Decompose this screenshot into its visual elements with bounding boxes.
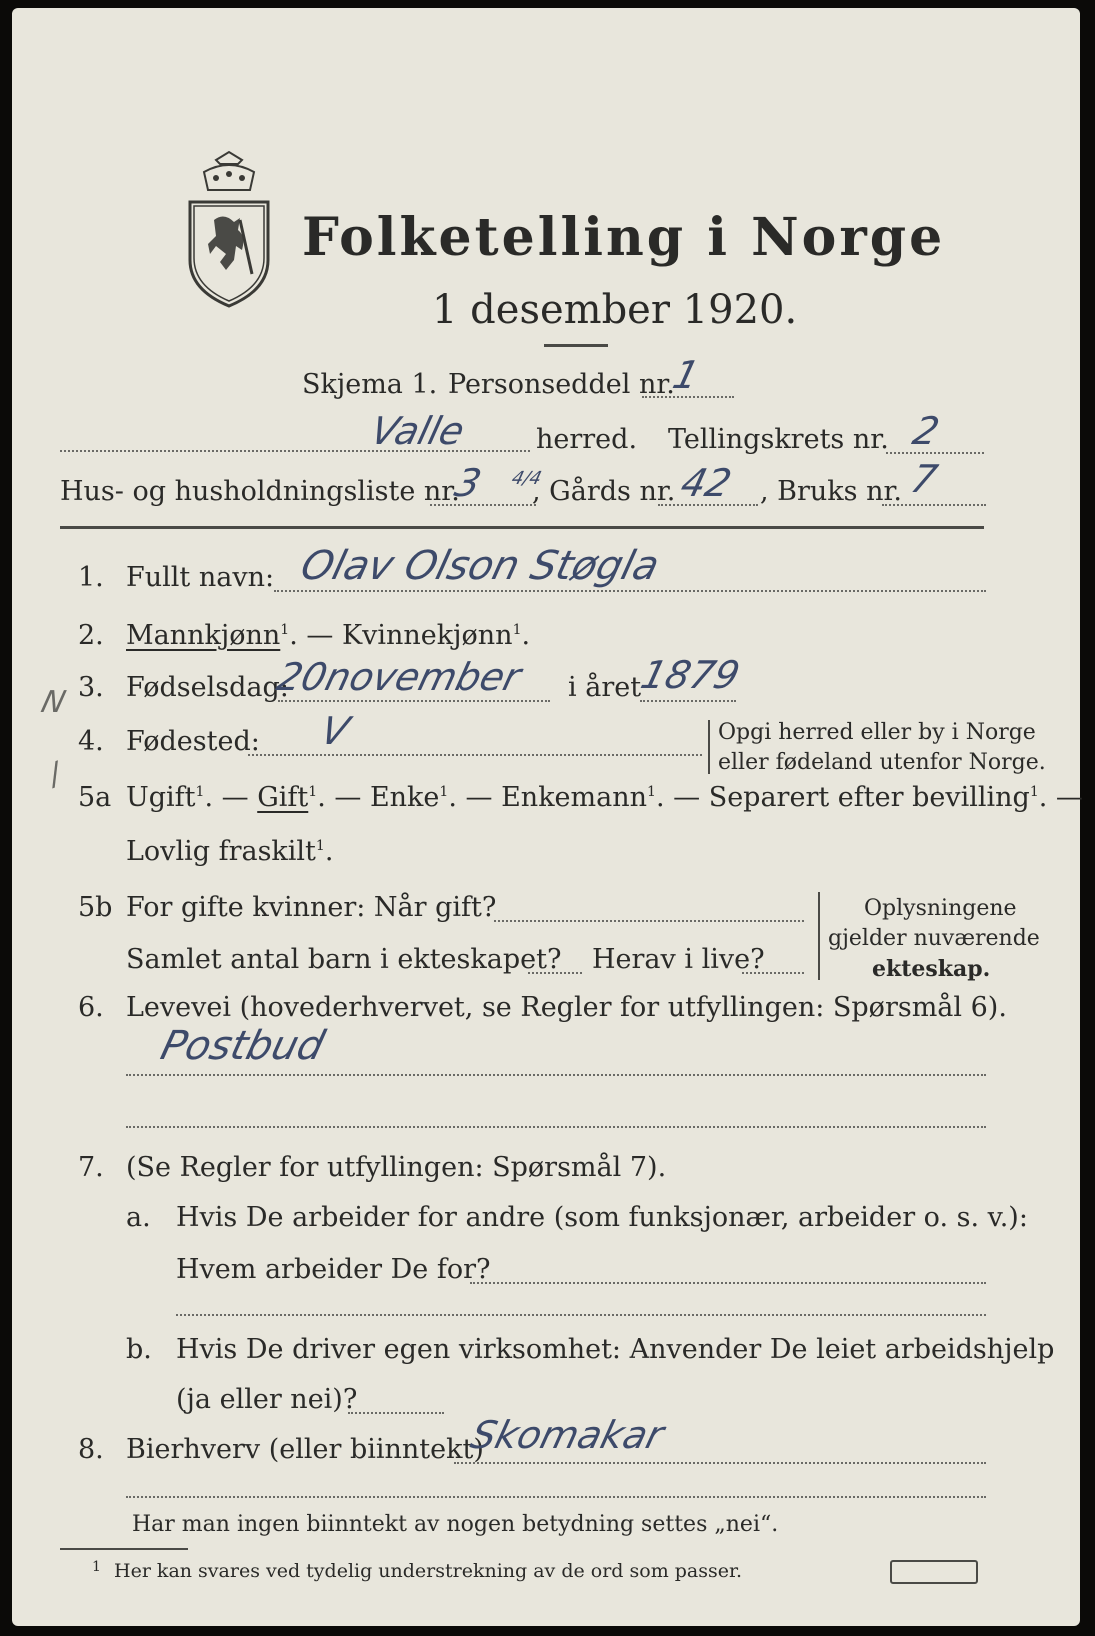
q5a-sup-6: 1 (315, 838, 325, 854)
q6-label: Levevei (hovederhvervet, se Regler for utfyllingen: Spørsmål 6). (126, 992, 1007, 1023)
q3-label: Fødselsdag: (126, 672, 289, 703)
q7b-leader (348, 1412, 444, 1414)
q5a-enke-option: Enke (369, 782, 440, 813)
q7a-who-label: Hvem arbeider De for? (176, 1254, 491, 1285)
q5a-sup-4: 1 (647, 784, 656, 800)
q7a-extra-leader (176, 1314, 986, 1316)
q5b-live-label: Herav i live? (592, 944, 765, 975)
q6-leader-2 (126, 1126, 986, 1128)
q5a-ugift-option: Ugift (126, 782, 196, 813)
hus-leader (430, 504, 536, 506)
q2-sup-1: 1 (280, 622, 290, 638)
personseddel-label: Personseddel nr. (448, 369, 675, 400)
q5a-sup-1: 1 (195, 784, 205, 800)
q5b-note-line-1: Oplysningene (864, 896, 1017, 921)
margin-mark-n: N (37, 685, 69, 720)
header-separator (60, 526, 984, 529)
q3-value: 20november (272, 655, 526, 699)
bruks-value: 7 (906, 457, 942, 501)
q8-leader (454, 1462, 986, 1464)
q7b-label: Hvis De driver egen virksomhet: Anvender De leiet arbeidshjelp (176, 1334, 1055, 1365)
q6-leader-1 (126, 1074, 986, 1076)
footnote-text: Her kan svares ved tydelig understrekning av de ord som passer. (114, 1560, 743, 1582)
q6-number: 6. (78, 992, 104, 1023)
q7b-sub-label: (ja eller nei)? (176, 1384, 358, 1415)
personseddel-value: 1 (668, 353, 704, 397)
q5a-lovlig-end: . (324, 836, 334, 867)
q6-value: Postbud (156, 1023, 329, 1069)
q5a-number: 5a (78, 782, 112, 813)
q1-leader (274, 590, 986, 592)
q7-label: (Se Regler for utfyllingen: Spørsmål 7). (126, 1152, 667, 1183)
q5a-dash-5: . — (1038, 782, 1083, 813)
q7a-who-leader (470, 1282, 986, 1284)
q8-label: Bierhverv (eller biinntekt) (126, 1434, 484, 1465)
q4-note-line-2: eller fødeland utenfor Norge. (718, 750, 1046, 775)
q4-leader (248, 754, 702, 756)
footnote-number: 1 (92, 1559, 101, 1575)
q1-number: 1. (78, 562, 104, 593)
q8-note: Har man ingen biinntekt av nogen betydning settes „nei“. (132, 1512, 779, 1537)
q5a-enkemann-option: Enkemann (501, 782, 648, 813)
q2-separator: . — (289, 620, 342, 651)
tellingskrets-leader (886, 452, 984, 454)
form-title: Folketelling i Norge (302, 207, 946, 268)
q5b-live-leader (742, 972, 804, 974)
q5b-note-line-2: gjelder nuværende (828, 926, 1040, 951)
tellingskrets-label: Tellingskrets nr. (668, 424, 889, 455)
q4-number: 4. (78, 726, 104, 757)
footnote-separator (60, 1548, 188, 1550)
hus-label: Hus- og husholdningsliste nr. (60, 476, 460, 507)
tellingskrets-value: 2 (908, 409, 944, 453)
q5b-note-brace (818, 892, 820, 980)
q2-end: . (521, 620, 531, 651)
q3-year-leader (640, 700, 736, 702)
q7a-letter: a. (126, 1202, 151, 1233)
q5b-number: 5b (78, 892, 113, 923)
herred-leader (60, 450, 530, 452)
q2-options (126, 622, 530, 649)
q5b-barn-leader (528, 972, 582, 974)
q2-number: 2. (78, 620, 104, 651)
bruks-leader (882, 504, 986, 506)
q5a-dash-1: . — (204, 782, 249, 813)
q4-note-brace (708, 720, 710, 774)
q1-label: Fullt navn: (126, 562, 275, 593)
census-date: 1 desember 1920. (432, 287, 798, 333)
q5a-lovlig-text: Lovlig fraskilt (126, 836, 316, 867)
q5a-sup-5: 1 (1029, 784, 1039, 800)
q5a-sup-2: 1 (308, 784, 318, 800)
q7-number: 7. (78, 1152, 104, 1183)
q4-note-line-1: Opgi herred eller by i Norge (718, 720, 1036, 745)
q3-year-value: 1879 (636, 653, 745, 697)
q8-number: 8. (78, 1434, 104, 1465)
q7a-label: Hvis De arbeider for andre (som funksjonær, arbeider o. s. v.): (176, 1202, 1028, 1233)
bruks-label: , Bruks nr. (760, 476, 903, 507)
q8-extra-leader (126, 1496, 986, 1498)
q1-value: Olav Olson Støgla (296, 543, 664, 589)
q5a-dash-2: . — (317, 782, 362, 813)
q2-sup-2: 1 (512, 622, 522, 638)
q5b-note-line-3: ekteskap. (872, 956, 991, 982)
q4-value: V (316, 709, 354, 753)
q5b-label: For gifte kvinner: Når gift? (126, 892, 497, 923)
printer-stamp (890, 1560, 978, 1584)
q5a-sup-3: 1 (439, 784, 449, 800)
q2-female-option: Kvinnekjønn (341, 620, 513, 651)
q5a-options (126, 784, 1083, 811)
herred-value: Valle (366, 409, 469, 453)
herred-label: herred. (536, 424, 638, 455)
title-divider (544, 344, 608, 347)
q3-leader (278, 700, 550, 702)
skjema-label: Skjema 1. (302, 369, 438, 400)
gards-value: 42 (676, 461, 736, 505)
q5b-leader (494, 920, 804, 922)
q8-value: Skomakar (466, 1413, 669, 1457)
q5a-separert-option: Separert efter bevilling (708, 782, 1030, 813)
q5a-lovlig-option (126, 838, 333, 865)
margin-mark-slash: / (44, 756, 66, 793)
q2-male-option: Mannkjønn (126, 620, 281, 651)
q7b-letter: b. (126, 1334, 152, 1365)
hus-extra-value: 4/4 (509, 468, 544, 489)
q5a-dash-4: . — (655, 782, 701, 813)
q3-number: 3. (78, 672, 104, 703)
norwegian-coat-of-arms-icon (180, 150, 278, 310)
q3-year-label: i året (568, 672, 642, 703)
q5a-dash-3: . — (448, 782, 493, 813)
gards-label: , Gårds nr. (532, 476, 676, 507)
q4-label: Fødested: (126, 726, 260, 757)
q5a-gift-option: Gift (257, 782, 309, 813)
hus-value: 3 (450, 461, 486, 505)
census-form-page (12, 8, 1083, 1626)
q5b-barn-label: Samlet antal barn i ekteskapet? (126, 944, 562, 975)
